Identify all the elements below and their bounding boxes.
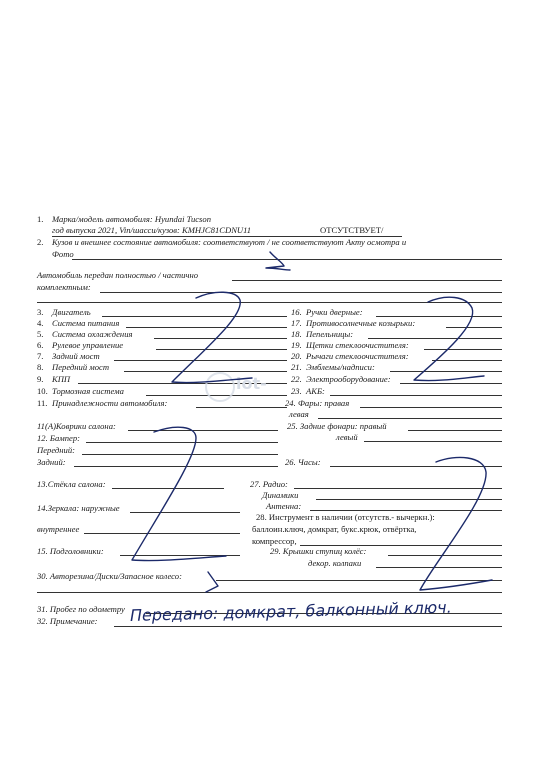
right-item-label: Противосолнечные козырьки: xyxy=(306,318,416,328)
right-item-number: 17. xyxy=(291,318,302,328)
right-item-label: Рычаги стеклоочистителя: xyxy=(306,351,409,361)
decor-caps-label: декор. колпаки xyxy=(308,558,362,568)
left-item-number: 6. xyxy=(37,340,44,350)
right-item-label: Ручки дверные: xyxy=(306,307,363,317)
left-item-label: Система питания xyxy=(52,318,120,328)
make-model-line: Марка/модель автомобиля: Hyundai Tucson xyxy=(52,214,211,224)
rear-label: Задний: xyxy=(37,457,66,467)
strike-mark xyxy=(132,427,226,560)
right-item-number: 20. xyxy=(291,351,302,361)
absent-flag: ОТСУТСТВУЕТ/ xyxy=(320,225,384,235)
left-item-number: 7. xyxy=(37,351,44,361)
clock-label: 26. Часы: xyxy=(285,457,321,467)
right-item-label: Пепельницы: xyxy=(306,329,354,339)
left-item-label: КПП xyxy=(52,374,71,384)
strike-mark xyxy=(420,457,492,590)
right-item-label: Электрооборудование: xyxy=(306,374,391,384)
right-item-label: АКБ: xyxy=(306,386,325,396)
left-item-label: Тормозная система xyxy=(52,386,124,396)
note-label: 32. Примечание: xyxy=(37,616,98,626)
left-item-label: Принадлежности автомобиля: xyxy=(52,398,168,408)
transfer-line-2: комплектным: xyxy=(37,282,91,292)
strike-mark xyxy=(172,292,252,382)
tools-list-2: компрессор, xyxy=(252,536,297,546)
left-item-number: 8. xyxy=(37,362,44,372)
odometer-label: 31. Пробег по одометру xyxy=(37,604,125,614)
right-item-number: 16. xyxy=(291,307,302,317)
left-item-label: Система охлаждения xyxy=(52,329,133,339)
inner-mirror-label: внутреннее xyxy=(37,524,80,534)
strike-mark xyxy=(414,297,484,380)
rear-lights-label: 25. Задние фонари: правый xyxy=(287,421,387,431)
left-item-number: 10. xyxy=(37,386,48,396)
glass-label: 13.Стёкла салона: xyxy=(37,479,106,489)
right-item-number: 24. xyxy=(285,398,296,408)
right-item-number: 22. xyxy=(291,374,302,384)
tools-label: 28. Инструмент в наличии (отсутств.- вычеркн.): xyxy=(256,512,435,522)
left-item-number: 5. xyxy=(37,329,44,339)
left-item-number: 11. xyxy=(37,398,48,408)
transfer-line-1: Автомобиль передан полностью / частично xyxy=(37,270,199,280)
strike-mark xyxy=(266,252,290,270)
item-number-2: 2. xyxy=(37,237,44,247)
bumper-label: 12. Бампер: xyxy=(37,433,81,443)
hub-caps-label: 29. Крышки ступиц колёс: xyxy=(270,546,367,556)
photo-label: Фото xyxy=(52,249,74,259)
strike-mark xyxy=(206,572,218,592)
right-item-number: 19. xyxy=(291,340,302,350)
right-item-label: Эмблемы/надписи: xyxy=(306,362,375,372)
item-number-1: 1. xyxy=(37,214,44,224)
left-item-number: 9. xyxy=(37,374,44,384)
left-item-label: Передний мост xyxy=(52,362,110,372)
speakers-label: Динамики xyxy=(262,490,299,500)
watermark-text: lot- xyxy=(236,374,267,393)
rear-left-label: левый xyxy=(336,432,358,442)
left-item-number: 4. xyxy=(37,318,44,328)
left-item-number: 3. xyxy=(37,307,44,317)
front-label: Передний: xyxy=(37,445,75,455)
tools-list-1: баллоин.ключ, домкрат, букс.крюк, отвёртка, xyxy=(252,524,417,534)
mats-label: 11(А)Коврики салона: xyxy=(37,421,116,431)
handwritten-note: Передано: домкрат, балконный ключ. xyxy=(129,597,452,625)
left-item-label: Рулевое управление xyxy=(52,340,124,350)
tires-label: 30. Авторезина/Диски/Запасное колесо: xyxy=(37,571,182,581)
left-item-label: Задний мост xyxy=(52,351,100,361)
left-item-label: Двигатель xyxy=(52,307,91,317)
right-item-label: Щетки стеклоочистителя: xyxy=(306,340,409,350)
year-vin-line: год выпуска 2021, Vin/шасси/кузов: KMHJC81CDNU11 xyxy=(52,225,252,235)
right-item-label: Фары: правая xyxy=(298,398,350,408)
body-state-line: Кузов и внешнее состояние автомобиля: соответствуют / не соответствуют Акту осмотра и xyxy=(52,237,407,247)
right-item-number: 21. xyxy=(291,362,302,372)
headrests-label: 15. Подголовники: xyxy=(37,546,104,556)
right-item-number: 18. xyxy=(291,329,302,339)
antenna-label: Антенна: xyxy=(266,501,302,511)
right-item-number: 23. xyxy=(291,386,302,396)
headlights-left-label: левая xyxy=(289,409,309,419)
radio-label: 27. Радио: xyxy=(250,479,288,489)
mirrors-label: 14.Зеркала: наружные xyxy=(37,503,120,513)
